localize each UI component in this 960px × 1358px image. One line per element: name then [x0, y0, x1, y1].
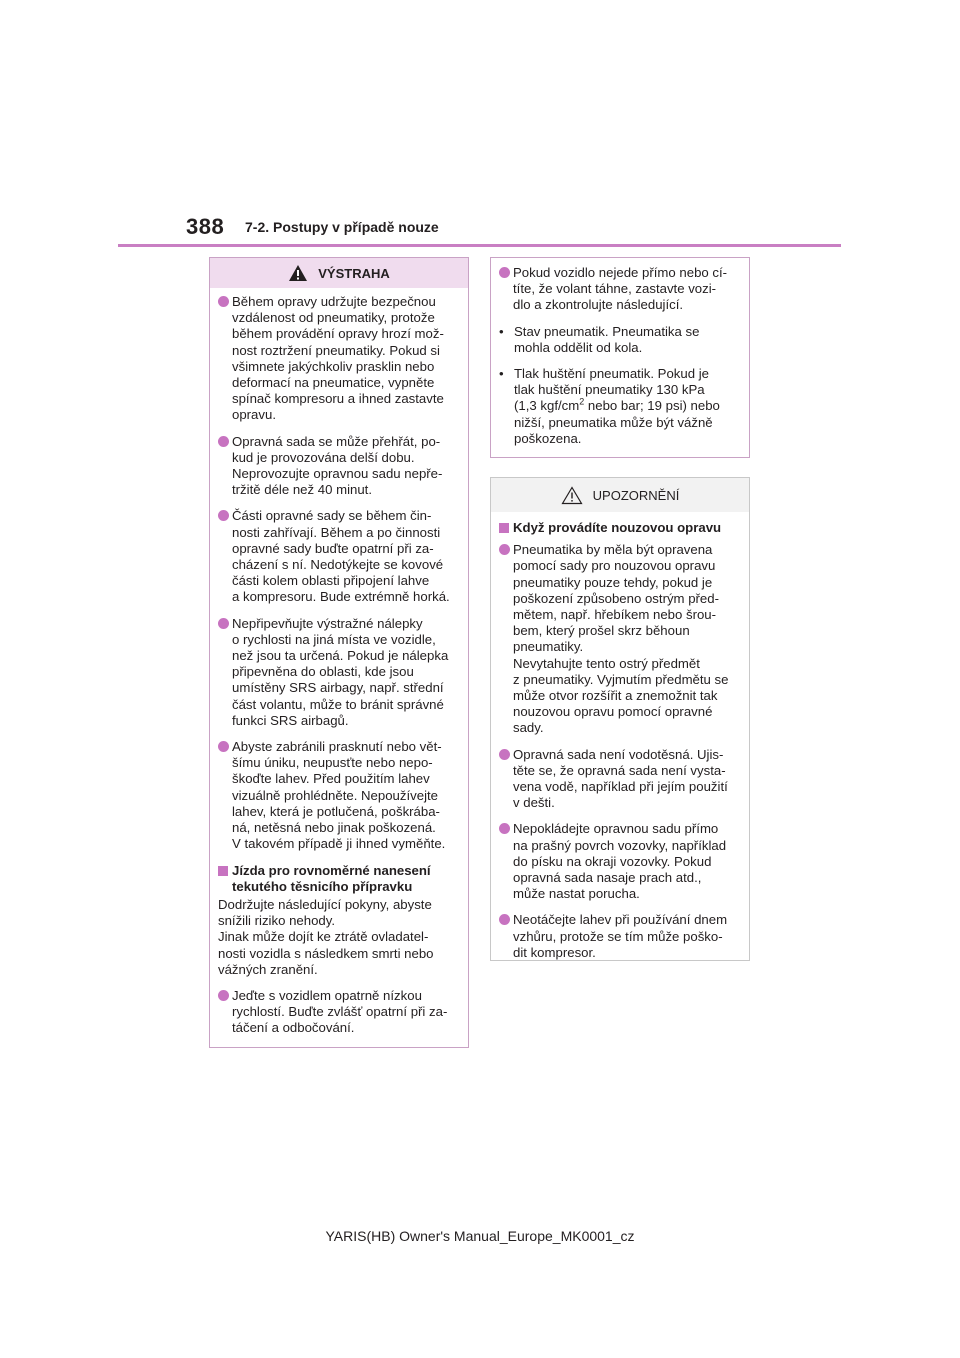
- pressure-text-before: Tlak huštění pneumatik. Pokud je tlak huštění pneumatiky 130 kPa (1,3 kgf/cm: [514, 366, 709, 414]
- page-number: 388: [186, 214, 225, 239]
- notice-box-header: [491, 478, 749, 512]
- warning-item: [218, 434, 460, 499]
- bullet-dot-icon: [499, 544, 510, 555]
- notice-box: [490, 477, 750, 961]
- warning-item: [218, 988, 460, 1037]
- bullet-dot-icon: [218, 510, 229, 521]
- notice-item: [499, 912, 741, 961]
- warning-item-text: Nepřipevňujte výstražné nálepky o rychlosti na jiná místa ve vozidle, než jsou ta určená. Pokud je nálepka připevněna do oblasti, kde jsou umístěny SRS airbagy, např. střední část volantu, může to bránit správné funkci SRS airbagů.: [232, 615, 449, 728]
- bullet-dot-icon: [499, 749, 510, 760]
- notice-item: [499, 542, 741, 736]
- section-title: 7-2. Postupy v případě nouze: [245, 219, 439, 235]
- footer-manual-id: YARIS(HB) Owner's Manual_Europe_MK0001_cz: [325, 1228, 635, 1244]
- notice-item: [499, 747, 741, 812]
- pressure-superscript: 2: [579, 397, 585, 408]
- notice-item: [499, 821, 741, 902]
- notice-item-text: Nepokládejte opravnou sadu přímo na prašný povrch vozovky, například do písku na okraji vozovky. Pokud opravná sada nasaje prach atd., může nastat porucha.: [513, 821, 727, 902]
- warning-item-text: Během opravy udržujte bezpečnou vzdálenost od pneumatiky, protože během provádění opravy hrozí mož- nost roztržení pneumatiky. Pokud si všimnete jakýchkoliv prasklin nebo deformací na pneumatice, vypněte spínač kompresoru a ihned zastavte opravu.: [232, 294, 444, 423]
- warning-subheading: [218, 863, 460, 895]
- check-item-mark: •: [499, 323, 504, 339]
- warning-box-title: VÝSTRAHA: [318, 265, 390, 281]
- warning-item: [218, 616, 460, 729]
- warning-continued-box: [490, 257, 750, 458]
- bullet-dot-icon: [218, 990, 229, 1001]
- warning-subheading-text: Jízda pro rovnoměrné nanesení tekutého těsnicího přípravku: [232, 862, 431, 894]
- warning-box-header: [210, 258, 468, 288]
- check-item-text: [514, 366, 741, 447]
- warning-item-text: Opravná sada se může přehřát, po- kud je provozována delší dobu. Neprovozujte opravnou sadu nepře- tržitě déle než 40 minut.: [232, 433, 443, 498]
- warning-item-text: Abyste zabránili prasknutí nebo vět- šímu úniku, neupusťte nebo nepo- škoďte lahev. Před použitím lahev vizuálně prohlédněte. Nepoužívejte lahev, která je potlučená, poškrába- ná, netěsná nebo jinak poškozená. V takovém případě ji ihned vyměňte.: [232, 739, 446, 852]
- warning-triangle-icon: [288, 264, 308, 282]
- check-item-text: Stav pneumatik. Pneumatika se mohla oddělit od kola.: [514, 323, 700, 355]
- check-item: [499, 324, 741, 356]
- bullet-dot-icon: [218, 296, 229, 307]
- header-rule: [118, 244, 841, 247]
- warning-item: [218, 508, 460, 605]
- pressure-text-after: nebo bar; 19 psi) nebo nižší, pneumatika může být vážně poškozena.: [514, 398, 720, 446]
- notice-subheading: [499, 520, 741, 536]
- caution-triangle-icon: [561, 486, 583, 505]
- warning-item-text: Pokud vozidlo nejede přímo nebo cí- títe, že volant táhne, zastavte vozi- dlo a zkontrolujte následující.: [513, 265, 728, 313]
- bullet-dot-icon: [218, 741, 229, 752]
- bullet-dot-icon: [499, 914, 510, 925]
- notice-box-title: UPOZORNĚNÍ: [592, 487, 680, 503]
- square-bullet-icon: [499, 523, 509, 533]
- notice-item-text: Opravná sada není vodotěsná. Ujis- těte se, že opravná sada není vysta- vena vodě, například při jejím použití v dešti.: [513, 746, 728, 811]
- warning-item-text: Jeďte s vozidlem opatrně nízkou rychlostí. Buďte zvlášť opatrní při za- táčení a odbočování.: [232, 987, 448, 1036]
- warning-item: [218, 294, 460, 424]
- check-item-mark: •: [499, 366, 504, 382]
- warning-item: [218, 739, 460, 852]
- bullet-dot-icon: [499, 267, 510, 278]
- notice-item-text: Pneumatika by měla být opravena pomocí sady pro nouzovou opravu pneumatiky pouze tehdy, pokud je poškození způsobeno ostrým před- mětem, např. hřebíkem nebo šrou- bem, který prošel skrz běhoun pneumatiky. Nevytahujte tento ostrý předmět z pneumatiky. Vyjmutím předmětu se může otvor rozšířit a znemožnit tak nouzovou opravu pomocí opravné sady.: [513, 542, 729, 736]
- notice-subheading-text: Když provádíte nouzovou opravu: [513, 520, 722, 535]
- check-item: [499, 366, 741, 447]
- bullet-dot-icon: [218, 436, 229, 447]
- square-bullet-icon: [218, 866, 228, 876]
- bullet-dot-icon: [218, 618, 229, 629]
- notice-item-text: Neotáčejte lahev při používání dnem vzhůru, protože se tím může poško- dit kompresor.: [513, 912, 728, 960]
- warning-subheading-body: Dodržujte následující pokyny, abyste snížili riziko nehody. Jinak může dojít ke ztrátě ovladatel- nosti vozidla s následkem smrti nebo vážných zranění.: [218, 896, 434, 977]
- bullet-dot-icon: [499, 823, 510, 834]
- warning-item: [499, 265, 741, 314]
- warning-box: [209, 257, 469, 1048]
- warning-item-text: Části opravné sady se během čin- nosti zahřívají. Během a po činnosti opravné sady buďte opatrní při za- cházení s ní. Nedotýkejte se kovové části kolem oblasti připojení lahve a kompresoru. Bude extrémně horká.: [232, 508, 450, 605]
